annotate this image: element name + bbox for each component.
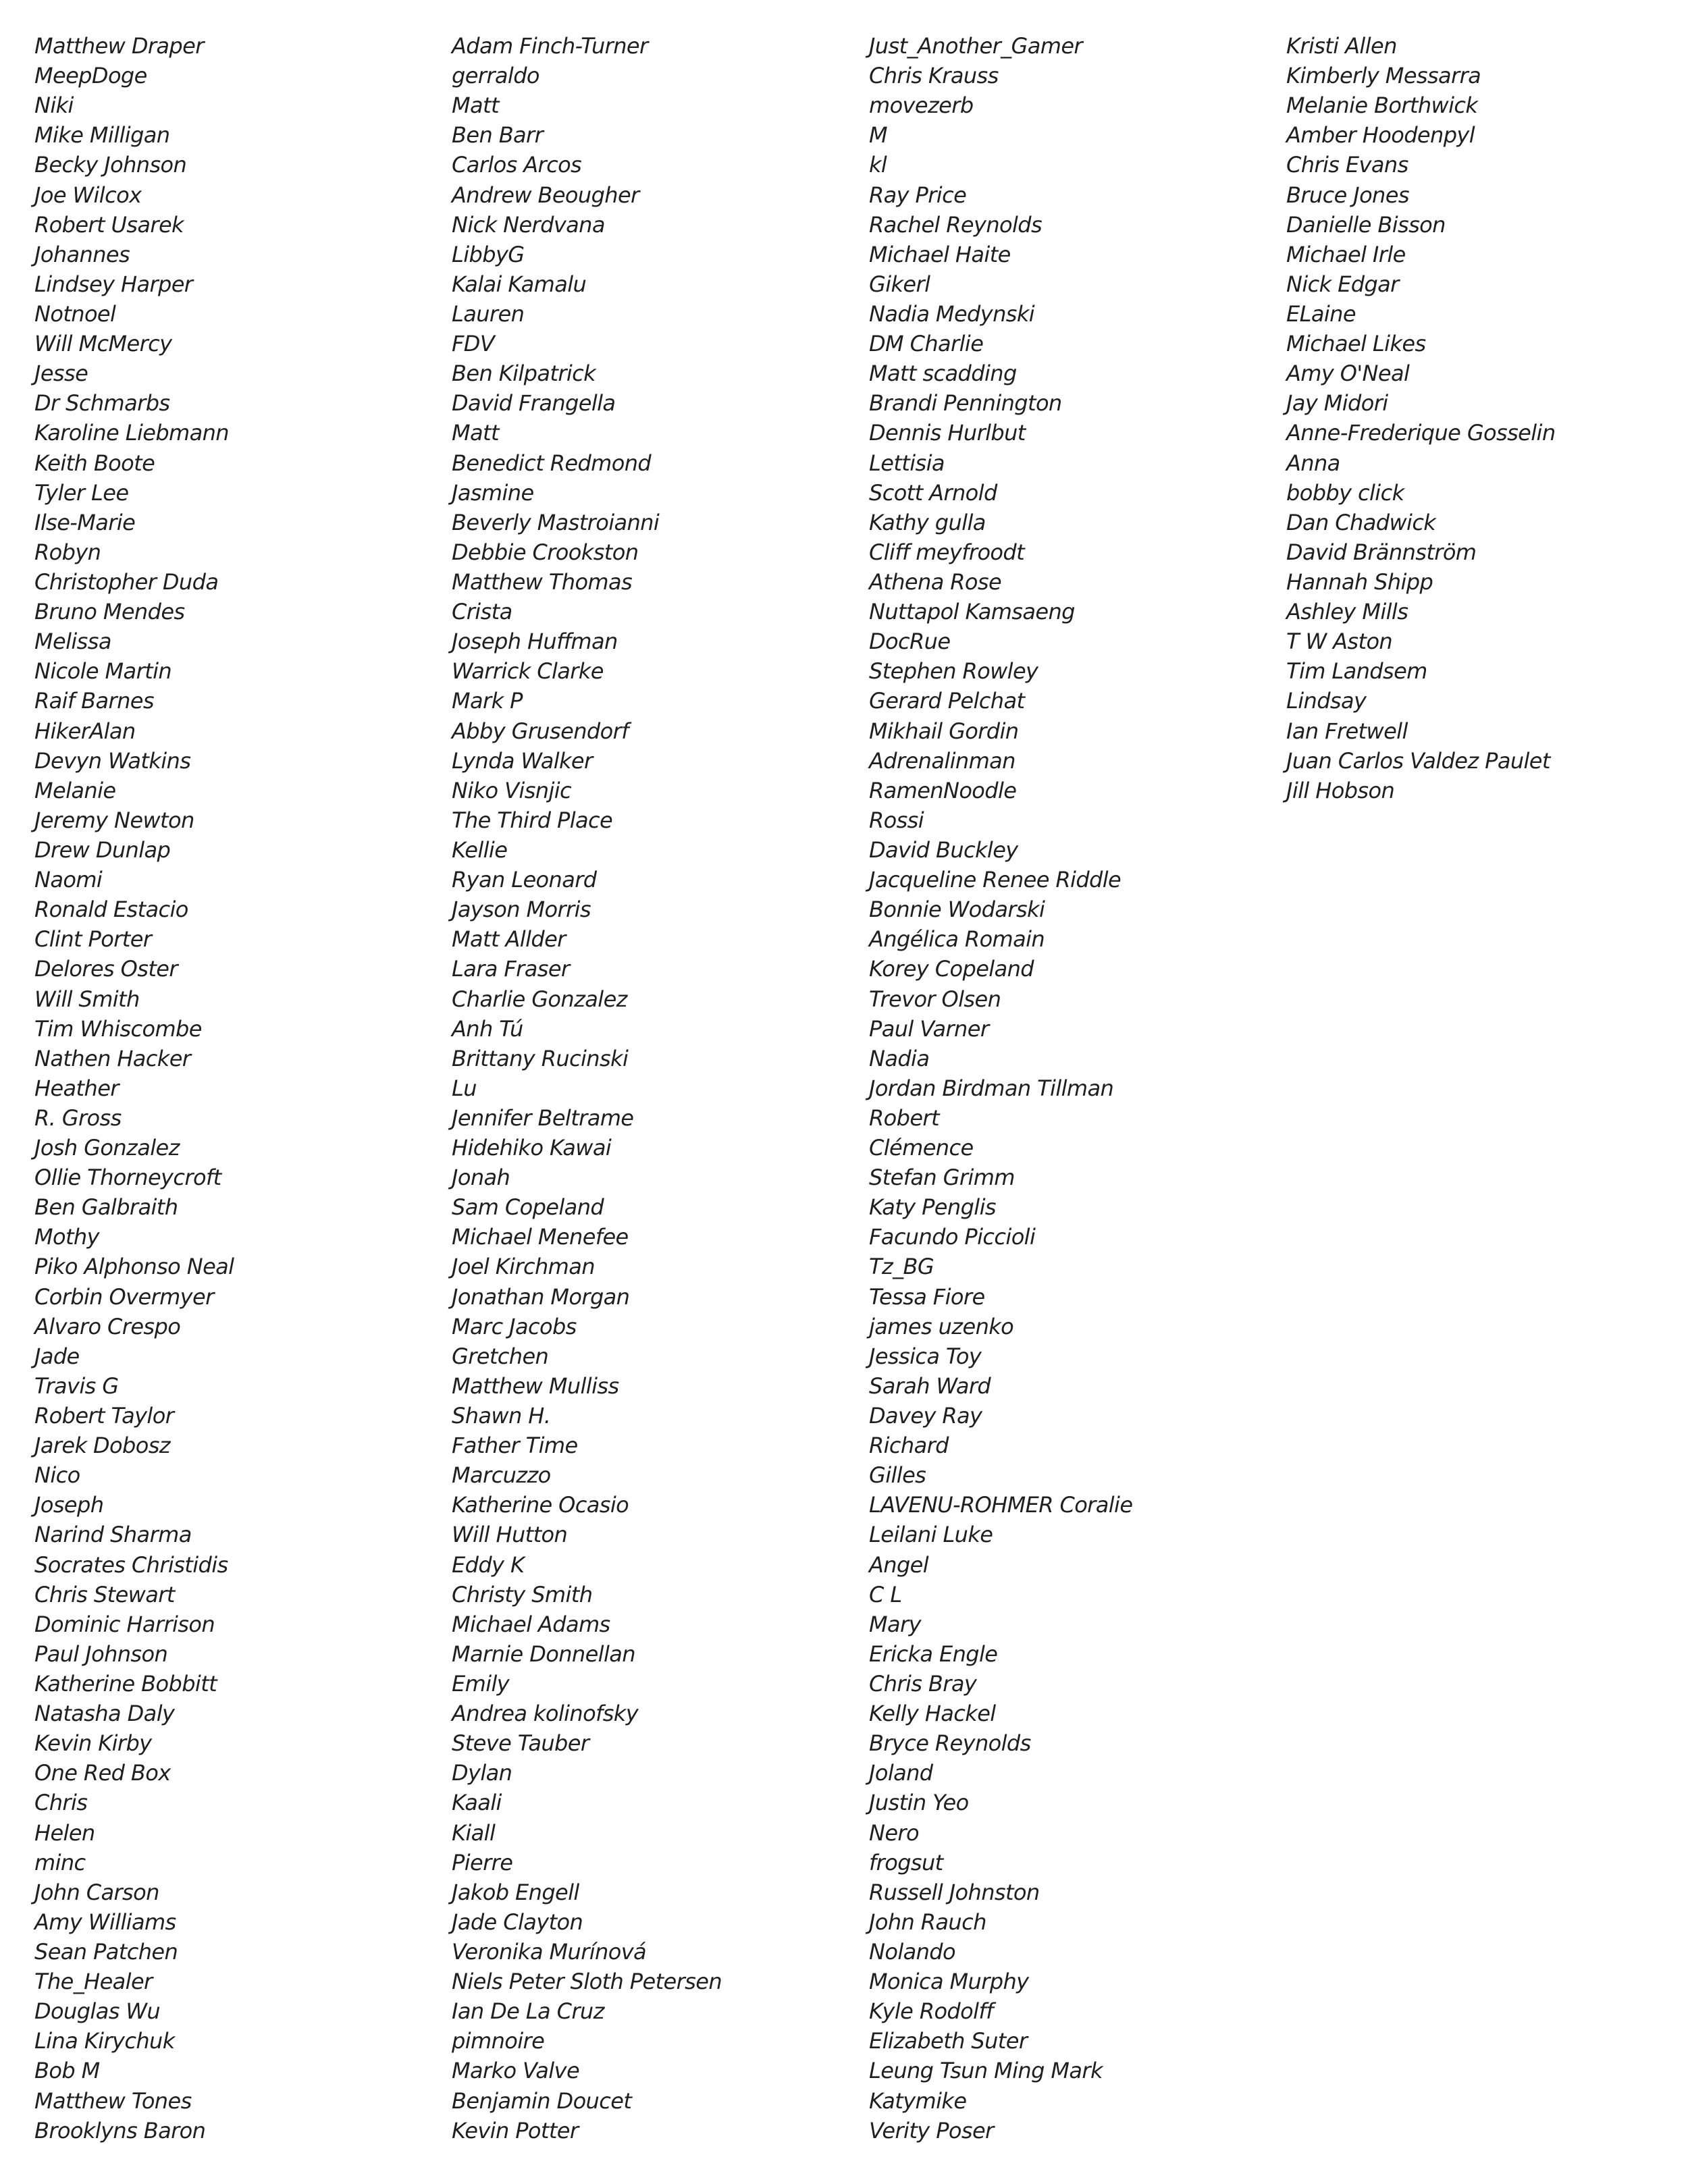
name-entry: Marnie Donnellan xyxy=(452,1641,635,1667)
name-entry: Ben Kilpatrick xyxy=(452,361,596,387)
name-entry: Robert Taylor xyxy=(34,1403,174,1429)
name-entry: Katymike xyxy=(869,2087,967,2114)
name-entry: Matthew Tones xyxy=(34,2087,192,2114)
name-entry: james uzenko xyxy=(869,1313,1014,1339)
name-entry: Kiall xyxy=(452,1819,496,1846)
name-entry: Helen xyxy=(34,1819,95,1846)
name-entry: Amber Hoodenpyl xyxy=(1286,122,1475,149)
name-entry: Anne-Frederique Gosselin xyxy=(1286,420,1556,446)
name-entry: Mark P xyxy=(452,688,523,714)
name-entry: R. Gross xyxy=(34,1104,122,1131)
name-entry: Ericka Engle xyxy=(869,1641,998,1667)
name-entry: Kalai Kamalu xyxy=(452,271,587,297)
name-entry: Justin Yeo xyxy=(869,1790,969,1816)
name-entry: Chris Stewart xyxy=(34,1581,175,1607)
name-entry: Niki xyxy=(34,92,74,119)
name-entry: Robert xyxy=(869,1104,939,1131)
name-entry: Jasmine xyxy=(452,479,534,506)
name-entry: Jennifer Beltrame xyxy=(452,1104,634,1131)
name-entry: Bonnie Wodarski xyxy=(869,897,1045,923)
name-entry: Will Hutton xyxy=(452,1522,568,1548)
name-entry: Marcuzzo xyxy=(452,1462,551,1489)
name-entry: Lynda Walker xyxy=(452,747,593,774)
name-entry: Adam Finch-Turner xyxy=(452,33,648,59)
name-entry: Matthew Mulliss xyxy=(452,1373,619,1399)
name-entry: Narind Sharma xyxy=(34,1522,192,1548)
name-entry: Kimberly Messarra xyxy=(1286,63,1481,89)
name-entry: Gikerl xyxy=(869,271,930,297)
name-entry: Eddy K xyxy=(452,1551,525,1578)
name-entry: Korey Copeland xyxy=(869,956,1034,982)
name-column-2 xyxy=(452,31,850,2146)
name-entry: Pierre xyxy=(452,1849,513,1875)
name-entry: Leilani Luke xyxy=(869,1522,993,1548)
name-entry: Marc Jacobs xyxy=(452,1313,577,1339)
name-entry: Michael Haite xyxy=(869,241,1011,267)
name-entry: Amy O'Neal xyxy=(1286,361,1410,387)
name-entry: Dominic Harrison xyxy=(34,1611,215,1637)
name-entry: Russell Johnston xyxy=(869,1879,1040,1905)
name-entry: HikerAlan xyxy=(34,718,136,744)
name-entry: Becky Johnson xyxy=(34,152,187,178)
name-entry: kl xyxy=(869,152,887,178)
name-entry: Katy Penglis xyxy=(869,1194,996,1221)
name-entry: Andrew Beougher xyxy=(452,182,639,208)
name-entry: Warrick Clarke xyxy=(452,658,604,685)
name-entry: Lauren xyxy=(452,300,525,327)
name-entry: RamenNoodle xyxy=(869,777,1017,803)
name-entry: Nick Nerdvana xyxy=(452,211,605,238)
name-entry: Mikhail Gordin xyxy=(869,718,1019,744)
name-entry: Joseph xyxy=(34,1492,104,1518)
name-entry: Sam Copeland xyxy=(452,1194,604,1221)
name-entry: Tessa Fiore xyxy=(869,1283,985,1310)
name-entry: Sean Patchen xyxy=(34,1939,178,1965)
name-entry: Athena Rose xyxy=(869,568,1002,595)
name-entry: gerraldo xyxy=(452,63,539,89)
name-entry: The_Healer xyxy=(34,1969,153,1995)
name-entry: Nathen Hacker xyxy=(34,1045,191,1071)
name-entry: Kevin Kirby xyxy=(34,1730,152,1757)
name-entry: Mothy xyxy=(34,1224,99,1250)
name-entry: Chris Bray xyxy=(869,1671,977,1697)
name-entry: LibbyG xyxy=(452,241,525,267)
name-entry: Rachel Reynolds xyxy=(869,211,1043,238)
name-entry: Kyle Rodolff xyxy=(869,1998,993,2025)
name-entry: Socrates Christidis xyxy=(34,1551,228,1578)
name-entry: Paul Varner xyxy=(869,1015,989,1042)
name-entry: Christopher Duda xyxy=(34,568,219,595)
name-entry: Monica Murphy xyxy=(869,1969,1029,1995)
name-entry: Joland xyxy=(869,1760,933,1786)
name-entry: Lina Kirychuk xyxy=(34,2028,175,2054)
name-entry: David Frangella xyxy=(452,390,616,417)
name-entry: Matt xyxy=(452,420,499,446)
name-entry: Marko Valve xyxy=(452,2058,580,2084)
name-entry: Dr Schmarbs xyxy=(34,390,170,417)
name-entry: Robyn xyxy=(34,539,101,565)
name-entry: Clémence xyxy=(869,1135,974,1161)
name-entry: Joseph Huffman xyxy=(452,629,618,655)
name-entry: Jarek Dobosz xyxy=(34,1433,170,1459)
name-entry: LAVENU-ROHMER Coralie xyxy=(869,1492,1133,1518)
name-entry: Jayson Morris xyxy=(452,897,591,923)
name-entry: Brooklyns Baron xyxy=(34,2117,206,2143)
name-entry: Tyler Lee xyxy=(34,479,129,506)
name-entry: Jakob Engell xyxy=(452,1879,579,1905)
name-entry: Father Time xyxy=(452,1433,578,1459)
name-entry: Jade xyxy=(34,1343,80,1369)
name-entry: Kathy gulla xyxy=(869,509,986,535)
name-entry: Matt xyxy=(452,92,499,119)
name-entry: Angel xyxy=(869,1551,929,1578)
name-entry: Melanie xyxy=(34,777,116,803)
name-entry: Danielle Bisson xyxy=(1286,211,1446,238)
name-entry: Benedict Redmond xyxy=(452,450,652,476)
name-entry: T W Aston xyxy=(1286,629,1393,655)
name-entry: Jonah xyxy=(452,1165,510,1191)
name-entry: Tim Landsem xyxy=(1286,658,1427,685)
name-entry: Jesse xyxy=(34,361,88,387)
name-entry: Sarah Ward xyxy=(869,1373,991,1399)
name-entry: Crista xyxy=(452,599,512,625)
name-entry: Kevin Potter xyxy=(452,2117,579,2143)
name-entry: ELaine xyxy=(1286,300,1356,327)
name-entry: Kaali xyxy=(452,1790,502,1816)
name-entry: Delores Oster xyxy=(34,956,178,982)
name-entry: Chris Krauss xyxy=(869,63,999,89)
name-entry: Kelly Hackel xyxy=(869,1701,996,1727)
name-entry: movezerb xyxy=(869,92,974,119)
name-entry: David Buckley xyxy=(869,836,1018,863)
name-entry: Andrea kolinofsky xyxy=(452,1701,639,1727)
name-entry: Matt scadding xyxy=(869,361,1017,387)
name-entry: Verity Poser xyxy=(869,2117,994,2143)
name-entry: Keith Boote xyxy=(34,450,155,476)
name-entry: Mike Milligan xyxy=(34,122,170,149)
name-entry: Trevor Olsen xyxy=(869,986,1001,1012)
name-entry: Lettisia xyxy=(869,450,945,476)
name-entry: Nick Edgar xyxy=(1286,271,1399,297)
name-entry: Ian Fretwell xyxy=(1286,718,1408,744)
name-entry: Naomi xyxy=(34,867,103,893)
name-entry: Drew Dunlap xyxy=(34,836,171,863)
name-entry: M xyxy=(869,122,888,149)
name-entry: Steve Tauber xyxy=(452,1730,589,1757)
name-entry: Michael Irle xyxy=(1286,241,1406,267)
name-entry: Rossi xyxy=(869,807,924,833)
name-entry: Hidehiko Kawai xyxy=(452,1135,612,1161)
name-entry: Lindsay xyxy=(1286,688,1367,714)
name-entry: Jessica Toy xyxy=(869,1343,982,1369)
name-entry: Abby Grusendorf xyxy=(452,718,629,744)
name-entry: Dylan xyxy=(452,1760,512,1786)
name-entry: Jeremy Newton xyxy=(34,807,194,833)
name-entry: Melanie Borthwick xyxy=(1286,92,1478,119)
name-entry: Lara Fraser xyxy=(452,956,570,982)
name-entry: Nadia Medynski xyxy=(869,300,1035,327)
name-entry: Dan Chadwick xyxy=(1286,509,1436,535)
name-entry: Mary xyxy=(869,1611,921,1637)
name-entry: Gilles xyxy=(869,1462,926,1489)
name-entry: Carlos Arcos xyxy=(452,152,582,178)
name-entry: Jonathan Morgan xyxy=(452,1283,630,1310)
name-entry: Nicole Martin xyxy=(34,658,172,685)
name-entry: Nuttapol Kamsaeng xyxy=(869,599,1075,625)
name-entry: Will McMercy xyxy=(34,331,172,357)
name-entry: David Brännström xyxy=(1286,539,1477,565)
name-entry: Veronika Murínová xyxy=(452,1939,647,1965)
name-entry: Chris Evans xyxy=(1286,152,1408,178)
name-entry: Melissa xyxy=(34,629,111,655)
name-entry: Beverly Mastroianni xyxy=(452,509,660,535)
name-entry: Matthew Draper xyxy=(34,33,204,59)
name-entry: Ryan Leonard xyxy=(452,867,597,893)
name-entry: Devyn Watkins xyxy=(34,747,191,774)
name-entry: Benjamin Doucet xyxy=(452,2087,632,2114)
name-entry: Douglas Wu xyxy=(34,1998,161,2025)
name-entry: Facundo Piccioli xyxy=(869,1224,1036,1250)
name-entry: Kellie xyxy=(452,836,508,863)
name-entry: Joel Kirchman xyxy=(452,1254,595,1280)
name-entry: Just_Another_Gamer xyxy=(869,33,1082,59)
name-column-4 xyxy=(1286,31,1678,805)
name-entry: Angélica Romain xyxy=(869,926,1045,953)
name-entry: Scott Arnold xyxy=(869,479,997,506)
name-entry: Ian De La Cruz xyxy=(452,1998,604,2025)
name-entry: Matt Allder xyxy=(452,926,566,953)
name-entry: Charlie Gonzalez xyxy=(452,986,627,1012)
name-entry: Stephen Rowley xyxy=(869,658,1038,685)
name-entry: Tim Whiscombe xyxy=(34,1015,202,1042)
name-entry: Leung Tsun Ming Mark xyxy=(869,2058,1103,2084)
name-entry: Nero xyxy=(869,1819,919,1846)
name-entry: Elizabeth Suter xyxy=(869,2028,1028,2054)
name-entry: Cliff meyfroodt xyxy=(869,539,1025,565)
name-entry: Michael Likes xyxy=(1286,331,1426,357)
name-entry: C L xyxy=(869,1581,902,1607)
name-entry: Karoline Liebmann xyxy=(34,420,229,446)
name-entry: Katherine Bobbitt xyxy=(34,1671,217,1697)
name-entry: Tz_BG xyxy=(869,1254,934,1280)
name-entry: Ashley Mills xyxy=(1286,599,1408,625)
name-entry: Ollie Thorneycroft xyxy=(34,1165,221,1191)
name-entry: Christy Smith xyxy=(452,1581,593,1607)
name-entry: Ray Price xyxy=(869,182,967,208)
name-entry: Travis G xyxy=(34,1373,119,1399)
name-entry: Gretchen xyxy=(452,1343,549,1369)
name-entry: John Carson xyxy=(34,1879,159,1905)
name-entry: Stefan Grimm xyxy=(869,1165,1015,1191)
name-entry: Corbin Overmyer xyxy=(34,1283,214,1310)
name-entry: Bob M xyxy=(34,2058,100,2084)
name-entry: MeepDoge xyxy=(34,63,147,89)
name-entry: Josh Gonzalez xyxy=(34,1135,180,1161)
name-entry: Brittany Rucinski xyxy=(452,1045,629,1071)
name-entry: minc xyxy=(34,1849,86,1875)
name-entry: Davey Ray xyxy=(869,1403,982,1429)
name-entry: Alvaro Crespo xyxy=(34,1313,181,1339)
name-entry: Hannah Shipp xyxy=(1286,568,1433,595)
name-entry: Shawn H. xyxy=(452,1403,551,1429)
name-entry: Jacqueline Renee Riddle xyxy=(869,867,1122,893)
name-entry: Nolando xyxy=(869,1939,955,1965)
name-entry: Nico xyxy=(34,1462,80,1489)
name-entry: Brandi Pennington xyxy=(869,390,1062,417)
name-entry: Lindsey Harper xyxy=(34,271,193,297)
name-entry: DM Charlie xyxy=(869,331,984,357)
name-entry: FDV xyxy=(452,331,495,357)
name-entry: Debbie Crookston xyxy=(452,539,639,565)
name-entry: Natasha Daly xyxy=(34,1701,175,1727)
name-entry: Anna xyxy=(1286,450,1340,476)
name-entry: Ben Galbraith xyxy=(34,1194,178,1221)
name-entry: Michael Adams xyxy=(452,1611,610,1637)
name-entry: Ilse-Marie xyxy=(34,509,136,535)
name-entry: The Third Place xyxy=(452,807,613,833)
name-entry: Jade Clayton xyxy=(452,1909,583,1935)
name-entry: Heather xyxy=(34,1075,119,1101)
name-entry: Katherine Ocasio xyxy=(452,1492,629,1518)
name-entry: Clint Porter xyxy=(34,926,152,953)
name-entry: Ronald Estacio xyxy=(34,897,188,923)
name-entry: Gerard Pelchat xyxy=(869,688,1025,714)
name-entry: Adrenalinman xyxy=(869,747,1016,774)
name-entry: Niels Peter Sloth Petersen xyxy=(452,1969,722,1995)
name-entry: Paul Johnson xyxy=(34,1641,168,1667)
name-entry: Bryce Reynolds xyxy=(869,1730,1031,1757)
name-entry: Nadia xyxy=(869,1045,930,1071)
name-entry: DocRue xyxy=(869,629,951,655)
name-column-3 xyxy=(869,31,1267,2146)
name-entry: Emily xyxy=(452,1671,510,1697)
name-entry: Joe Wilcox xyxy=(34,182,142,208)
name-entry: Anh Tú xyxy=(452,1015,523,1042)
name-entry: Juan Carlos Valdez Paulet xyxy=(1286,747,1550,774)
name-entry: Richard xyxy=(869,1433,949,1459)
name-entry: Niko Visnjic xyxy=(452,777,572,803)
name-entry: Raif Barnes xyxy=(34,688,154,714)
name-entry: Amy Williams xyxy=(34,1909,176,1935)
name-entry: Robert Usarek xyxy=(34,211,184,238)
name-entry: Notnoel xyxy=(34,300,116,327)
name-entry: Jay Midori xyxy=(1286,390,1388,417)
name-entry: One Red Box xyxy=(34,1760,171,1786)
name-entry: Piko Alphonso Neal xyxy=(34,1254,234,1280)
name-entry: Will Smith xyxy=(34,986,140,1012)
name-entry: bobby click xyxy=(1286,479,1404,506)
name-entry: frogsut xyxy=(869,1849,943,1875)
name-entry: Matthew Thomas xyxy=(452,568,633,595)
name-entry: Jordan Birdman Tillman xyxy=(869,1075,1114,1101)
name-entry: Bruno Mendes xyxy=(34,599,185,625)
name-entry: Bruce Jones xyxy=(1286,182,1409,208)
name-entry: Dennis Hurlbut xyxy=(869,420,1026,446)
name-column-1 xyxy=(34,31,433,2146)
name-entry: Michael Menefee xyxy=(452,1224,629,1250)
name-entry: pimnoire xyxy=(452,2028,545,2054)
name-entry: Kristi Allen xyxy=(1286,33,1397,59)
name-entry: Johannes xyxy=(34,241,130,267)
name-entry: Jill Hobson xyxy=(1286,777,1395,803)
name-entry: Ben Barr xyxy=(452,122,544,149)
name-entry: John Rauch xyxy=(869,1909,986,1935)
name-entry: Chris xyxy=(34,1790,88,1816)
name-entry: Lu xyxy=(452,1075,477,1101)
